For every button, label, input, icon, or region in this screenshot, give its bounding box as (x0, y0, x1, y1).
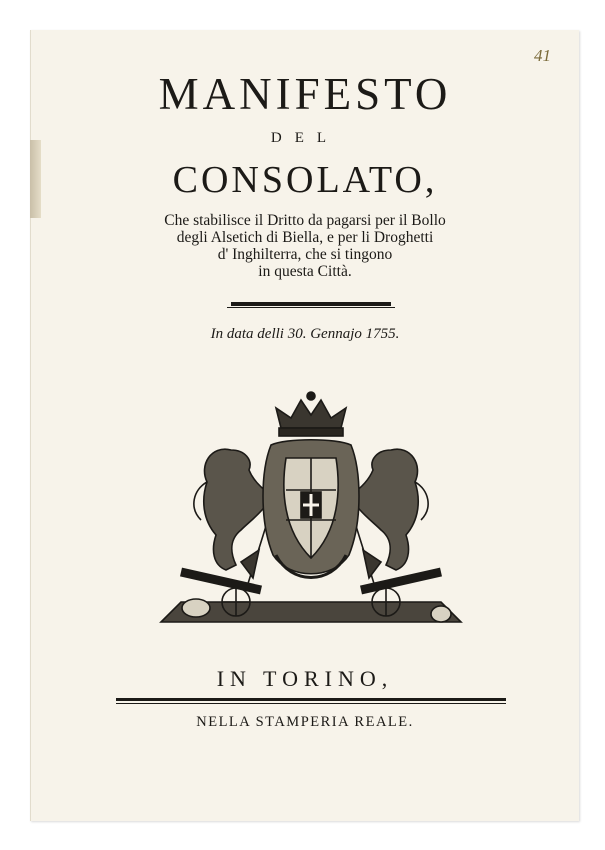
folio-number: 41 (534, 46, 551, 65)
subtitle (31, 212, 579, 280)
divider-rule (231, 302, 391, 306)
savoy-coat-of-arms-icon (141, 390, 481, 630)
title-manifesto: MANIFESTO (158, 69, 452, 119)
divider-double-rule (116, 698, 506, 701)
subtitle-line: degli Alsetich di Biella, e per li Droghetti (176, 229, 434, 246)
subtitle-line: in questa Città. (258, 263, 352, 280)
issue-date: In data delli 30. Gennajo 1755. (210, 326, 400, 342)
page-tab (30, 140, 41, 218)
document-page (30, 30, 579, 821)
title-del: DEL (270, 130, 340, 146)
title-consolato: CONSOLATO, (172, 159, 438, 201)
subtitle-line: Che stabilisce il Dritto da pagarsi per il Bollo (164, 212, 446, 229)
imprint-press: NELLA STAMPERIA REALE. (196, 714, 414, 730)
imprint-city: IN TORINO, (216, 666, 394, 691)
subtitle-line: d' Inghilterra, che si tingono (217, 246, 393, 263)
